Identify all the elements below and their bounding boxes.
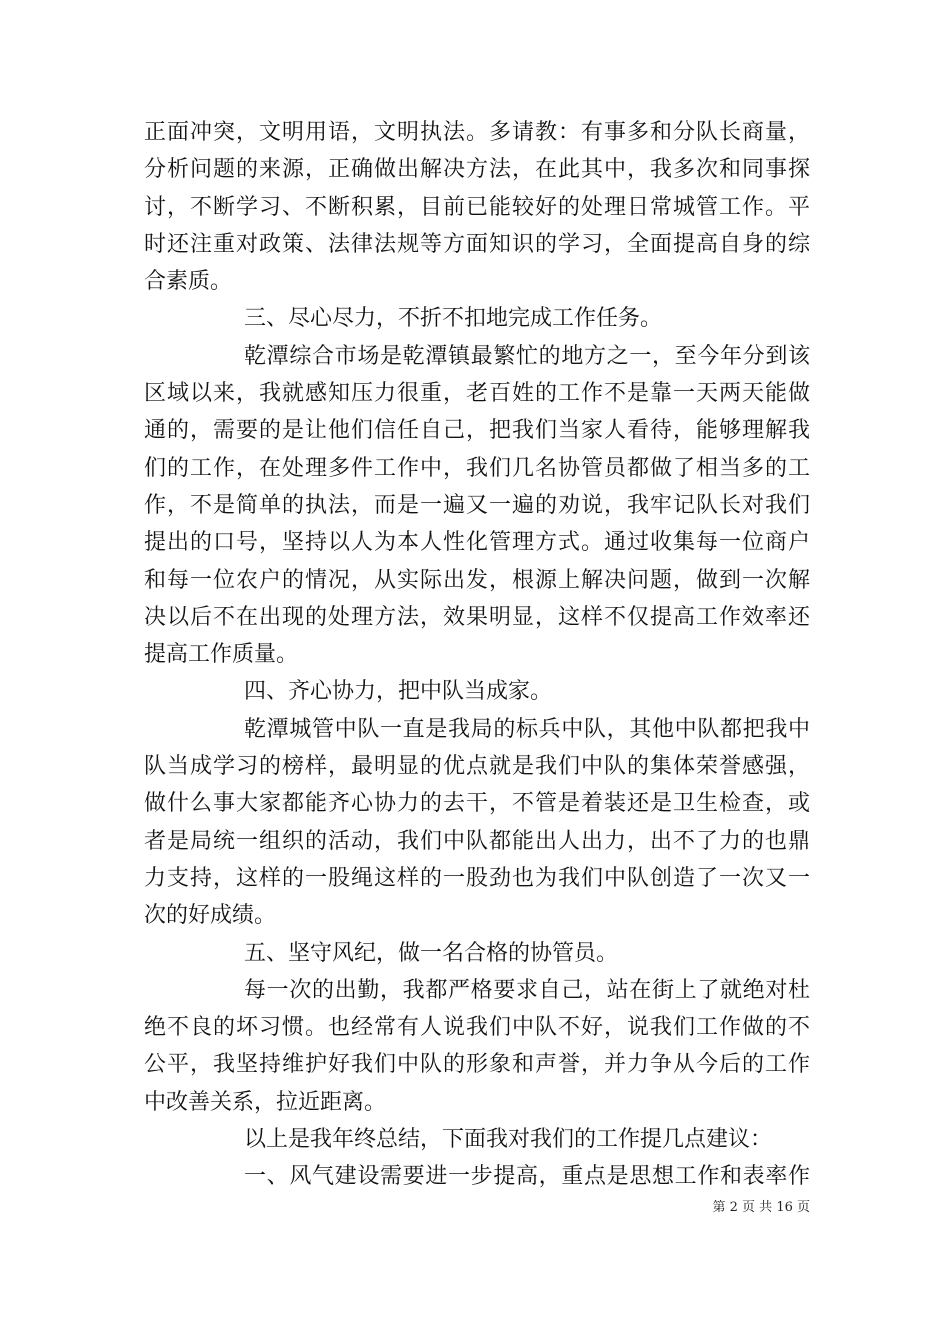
text-line: 正面冲突，文明用语，文明执法。多请教：有事多和分队长商量，	[144, 120, 810, 145]
text-line: 们的工作，在处理多件工作中，我们几名协管员都做了相当多的工	[144, 455, 810, 481]
text-line: 次的好成绩。	[144, 903, 277, 929]
text-line: 提高工作质量。	[144, 642, 299, 668]
text-line: 区域以来，我就感知压力很重，老百姓的工作不是靠一天两天能做	[144, 381, 810, 407]
text-line: 每一次的出勤，我都严格要求自己，站在街上了就绝对杜	[244, 977, 810, 1003]
text-line: 通的，需要的是让他们信任自己，把我们当家人看待，能够理解我	[144, 418, 810, 444]
text-line: 乾潭综合市场是乾潭镇最繁忙的地方之一，至今年分到该	[244, 343, 810, 369]
text-line: 提出的口号，坚持以人为本人性化管理方式。通过收集每一位商户	[144, 530, 810, 556]
text-line: 公平，我坚持维护好我们中队的形象和声誉，并力争从今后的工作	[144, 1052, 810, 1078]
text-line: 决以后不在出现的处理方法，效果明显，这样不仅提高工作效率还	[144, 604, 810, 630]
body-text	[144, 114, 810, 1196]
section-heading: 三、尽心尽力，不折不扣地完成工作任务。	[244, 306, 663, 332]
text-line: 力支持，这样的一股绳这样的一股劲也为我们中队创造了一次又一	[144, 865, 810, 891]
text-line: 乾潭城管中队一直是我局的标兵中队，其他中队都把我中	[244, 716, 810, 742]
text-line: 队当成学习的榜样，最明显的优点就是我们中队的集体荣誉感强，	[144, 754, 810, 780]
text-line: 作，不是简单的执法，而是一遍又一遍的劝说，我牢记队长对我们	[144, 492, 810, 518]
text-line: 和每一位农户的情况，从实际出发，根源上解决问题，做到一次解	[144, 567, 810, 593]
text-line: 绝不良的坏习惯。也经常有人说我们中队不好，说我们工作做的不	[144, 1015, 810, 1041]
text-line: 一、风气建设需要进一步提高，重点是思想工作和表率作	[244, 1164, 810, 1190]
text-line: 合素质。	[144, 269, 233, 295]
text-line: 中改善关系，拉近距离。	[144, 1089, 387, 1115]
section-heading: 四、齐心协力，把中队当成家。	[244, 679, 553, 705]
text-line: 分析问题的来源，正确做出解决方法，在此其中，我多次和同事探	[144, 157, 810, 183]
text-line: 时还注重对政策、法律法规等方面知识的学习，全面提高自身的综	[144, 231, 810, 257]
page-number-footer: 第 2 页 共 16 页	[712, 1200, 810, 1215]
text-line: 讨，不断学习、不断积累，目前已能较好的处理日常城管工作。平	[144, 194, 810, 220]
text-line: 做什么事大家都能齐心协力的去干，不管是着装还是卫生检查，或	[144, 791, 810, 817]
section-heading: 五、坚守风纪，做一名合格的协管员。	[244, 940, 619, 966]
text-line: 以上是我年终总结，下面我对我们的工作提几点建议：	[244, 1127, 773, 1153]
text-line: 者是局统一组织的活动，我们中队都能出人出力，出不了力的也鼎	[144, 828, 810, 854]
